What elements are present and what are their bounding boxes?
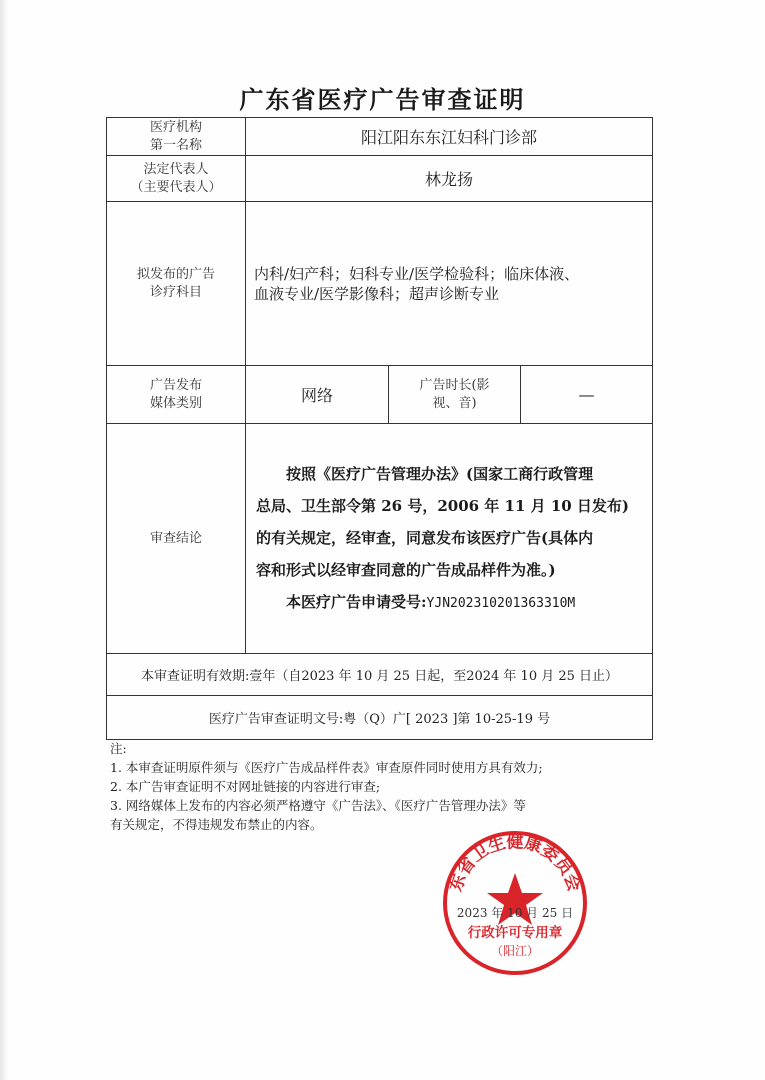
seal-date: 2023 年 10 月 25 日 <box>456 906 574 920</box>
duration-label-line2: 视、音) <box>432 395 477 411</box>
seal-line2: （阳江） <box>490 944 540 958</box>
conclusion-label: 审查结论 <box>107 424 246 654</box>
certificate-table <box>106 117 653 740</box>
scope-label-line1: 拟发布的广告 <box>136 266 215 282</box>
notes-heading: 注: <box>110 741 127 756</box>
seal-arc-text: 东省卫生健康委员会 <box>446 832 584 895</box>
scope-value-line2: 血液专业/医学影像科；超声诊断专业 <box>254 284 500 303</box>
duration-label <box>389 366 521 424</box>
doc-number-text: 医疗广告审查证明文号:粤（Q）广[ 2023 ]第 10-25-19 号 <box>107 696 653 740</box>
media-label-line1: 广告发布 <box>149 377 202 393</box>
scope-value-line1: 内科/妇产科；妇科专业/医学检验科；临床体液、 <box>254 264 580 283</box>
row-conclusion <box>107 424 653 654</box>
scope-label <box>107 202 246 366</box>
row-scope <box>107 202 653 366</box>
note-item-3-line2: 有关规定，不得违规发布禁止的内容。 <box>110 817 323 832</box>
page-edge-shadow <box>0 0 8 1080</box>
application-line <box>256 586 642 620</box>
conclusion-line4: 容和形式以经审查同意的广告成品样件为准。) <box>256 560 556 579</box>
document-title: 广东省医疗广告审查证明 <box>239 85 526 114</box>
media-value: 网络 <box>246 366 389 424</box>
representative-label <box>107 156 246 202</box>
representative-label-line2: （主要代表人） <box>130 179 222 195</box>
notes-section <box>110 739 670 834</box>
duration-value: — <box>521 366 653 424</box>
note-item-2: 2. 本广告审查证明不对网址链接的内容进行审查; <box>110 779 381 794</box>
row-institution <box>107 118 653 156</box>
conclusion-line3: 的有关规定，经审查，同意发布该医疗广告(具体内 <box>256 528 594 547</box>
media-label-line2: 媒体类别 <box>149 395 202 411</box>
application-label: 本医疗广告申请受号: <box>286 592 427 611</box>
conclusion-line2: 总局、卫生部令第 26 号，2006 年 11 月 10 日发布) <box>256 496 630 515</box>
validity-text: 本审查证明有效期:壹年（自2023 年 10 月 25 日起，至2024 年 10 月 25 日止） <box>107 654 653 696</box>
conclusion-line1: 按照《医疗广告管理办法》(国家工商行政管理 <box>286 464 594 483</box>
institution-label-line1: 医疗机构 <box>149 119 202 135</box>
representative-label-line1: 法定代表人 <box>143 161 209 177</box>
institution-label <box>107 118 246 156</box>
row-representative <box>107 156 653 202</box>
duration-label-line1: 广告时长(影 <box>419 377 490 393</box>
seal-line1: 行政许可专用章 <box>467 925 563 941</box>
row-media <box>107 366 653 424</box>
conclusion-body <box>246 424 653 654</box>
representative-value: 林龙扬 <box>246 156 653 202</box>
official-seal <box>441 829 589 977</box>
note-item-3-line1: 3. 网络媒体上发布的内容必须严格遵守《广告法》、《医疗广告管理办法》等 <box>110 798 526 813</box>
institution-value: 阳江阳东东江妇科门诊部 <box>246 118 653 156</box>
scope-value <box>246 202 653 366</box>
scope-label-line2: 诊疗科目 <box>149 284 202 300</box>
note-item-1: 1. 本审查证明原件须与《医疗广告成品样件表》审查原件同时使用方具有效力; <box>110 760 543 775</box>
row-doc-number <box>107 696 653 740</box>
institution-label-line2: 第一名称 <box>149 137 202 153</box>
row-validity <box>107 654 653 696</box>
media-label <box>107 366 246 424</box>
application-number: YJN202310201363310M <box>426 595 576 611</box>
